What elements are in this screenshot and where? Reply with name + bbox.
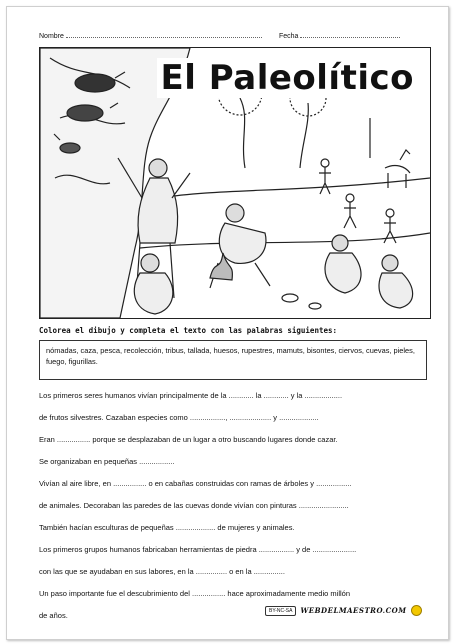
text-line-5[interactable]: Vivían al aire libre, en ................ o en cabañas construidas con ramas de árboles y ................. (39, 479, 352, 488)
text-line-9[interactable]: con las que se ayudaban en sus labores, en la ............... o en la ............... (39, 567, 285, 576)
word-bank-box (39, 340, 427, 380)
text-line-1[interactable]: Los primeros seres humanos vivían principalmente de la ............ la ............ y la .................. (39, 391, 343, 400)
text-line-4[interactable]: Se organizaban en pequeñas ................. (39, 457, 175, 466)
worksheet-page (6, 6, 449, 640)
date-field[interactable] (279, 31, 400, 40)
smiley-icon (411, 605, 422, 616)
license-badge: BY-NC-SA (265, 606, 296, 616)
text-line-7[interactable]: También hacían esculturas de pequeñas ................... de mujeres y animales. (39, 523, 295, 532)
paleolithic-illustration (39, 47, 431, 319)
name-label: Nombre (39, 33, 64, 40)
text-line-2[interactable]: de frutos silvestres. Cazaban especies como ................., .................... y ................... (39, 413, 319, 422)
page-title: El Paleolítico (157, 58, 418, 98)
date-label: Fecha (279, 33, 299, 40)
name-blank[interactable] (66, 31, 262, 38)
text-line-6[interactable]: de animales. Decoraban las paredes de las cuevas donde vivían con pinturas ........................ (39, 501, 349, 510)
instructions: Colorea el dibujo y completa el texto con las palabras siguientes: (39, 326, 338, 335)
text-line-11[interactable]: de años. (39, 611, 68, 620)
text-line-8[interactable]: Los primeros grupos humanos fabricaban herramientas de piedra ................. y de ..................... (39, 545, 357, 554)
name-field[interactable] (39, 31, 262, 40)
date-blank[interactable] (300, 31, 400, 38)
text-line-3[interactable]: Eran ................ porque se desplazaban de un lugar a otro buscando lugares donde cazar. (39, 435, 338, 444)
text-line-10[interactable]: Un paso importante fue el descubrimiento del ................ hace aproximadamente medio millón (39, 589, 350, 598)
word-bank-text: nómadas, caza, pesca, recolección, tribus, tallada, huesos, rupestres, mamuts, bisontes, ciervos, cuevas, pieles, fuego, figurillas. (46, 346, 415, 366)
footer (265, 605, 422, 616)
site-brand: WEBDELMAESTRO.COM (300, 606, 407, 615)
